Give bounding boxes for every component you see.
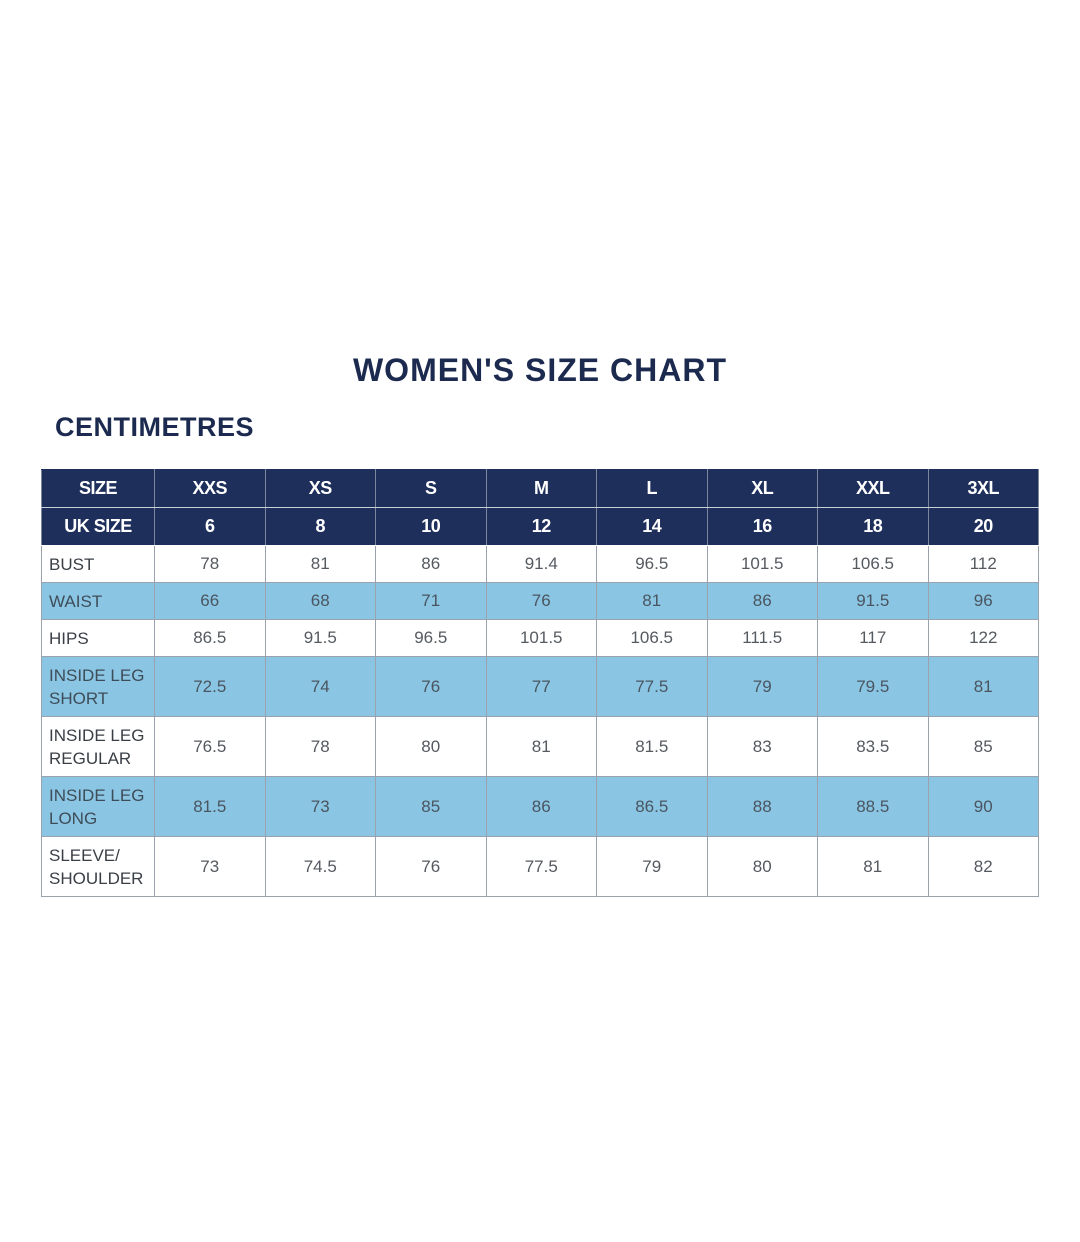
- value-cell: 73: [155, 837, 266, 897]
- value-cell: 76: [486, 583, 597, 620]
- row-label: [42, 777, 155, 837]
- row-label: [42, 717, 155, 777]
- value-cell: 88.5: [818, 777, 929, 837]
- header-uk-cell: 18: [818, 508, 929, 546]
- value-cell: 76.5: [155, 717, 266, 777]
- row-label-line: WAIST: [49, 591, 103, 611]
- value-cell: 80: [376, 717, 487, 777]
- value-cell: 91.4: [486, 546, 597, 583]
- value-cell: 81.5: [597, 717, 708, 777]
- header-size-cell: L: [597, 470, 708, 508]
- size-table: [41, 469, 1039, 897]
- measurement-rows: [42, 546, 1039, 897]
- value-cell: 73: [265, 777, 376, 837]
- table-row: [42, 657, 1039, 717]
- row-label-line: SHORT: [49, 688, 109, 708]
- row-label-line: SHOULDER: [49, 868, 144, 888]
- value-cell: 106.5: [597, 620, 708, 657]
- row-label-line: REGULAR: [49, 748, 132, 768]
- value-cell: 81: [928, 657, 1039, 717]
- header-size-cell: XXL: [818, 470, 929, 508]
- value-cell: 76: [376, 837, 487, 897]
- value-cell: 83: [707, 717, 818, 777]
- value-cell: 74: [265, 657, 376, 717]
- table-row: [42, 583, 1039, 620]
- header-uk-cell: 10: [376, 508, 487, 546]
- value-cell: 78: [265, 717, 376, 777]
- value-cell: 74.5: [265, 837, 376, 897]
- value-cell: 86: [486, 777, 597, 837]
- header-size-cell: S: [376, 470, 487, 508]
- size-header-row: [42, 470, 1039, 508]
- row-label-line: BUST: [49, 554, 95, 574]
- value-cell: 79.5: [818, 657, 929, 717]
- value-cell: 81: [597, 583, 708, 620]
- row-label-line: INSIDE LEG: [49, 725, 145, 745]
- value-cell: 82: [928, 837, 1039, 897]
- row-label: [42, 837, 155, 897]
- value-cell: 79: [597, 837, 708, 897]
- units-heading: CENTIMETRES: [55, 412, 255, 442]
- header-size-cell: XL: [707, 470, 818, 508]
- value-cell: 86.5: [155, 620, 266, 657]
- table-row: [42, 777, 1039, 837]
- value-cell: 91.5: [818, 583, 929, 620]
- row-label-line: INSIDE LEG: [49, 665, 145, 685]
- row-label: [42, 546, 155, 583]
- value-cell: 77.5: [486, 837, 597, 897]
- table-row: [42, 620, 1039, 657]
- header-uk-cell: 14: [597, 508, 708, 546]
- value-cell: 66: [155, 583, 266, 620]
- value-cell: 112: [928, 546, 1039, 583]
- value-cell: 78: [155, 546, 266, 583]
- row-label: [42, 583, 155, 620]
- value-cell: 101.5: [486, 620, 597, 657]
- table-row: [42, 837, 1039, 897]
- value-cell: 86: [376, 546, 487, 583]
- value-cell: 85: [376, 777, 487, 837]
- value-cell: 81: [486, 717, 597, 777]
- value-cell: 111.5: [707, 620, 818, 657]
- uk-size-header-row: [42, 508, 1039, 546]
- value-cell: 81.5: [155, 777, 266, 837]
- value-cell: 77.5: [597, 657, 708, 717]
- value-cell: 96.5: [597, 546, 708, 583]
- value-cell: 81: [818, 837, 929, 897]
- value-cell: 101.5: [707, 546, 818, 583]
- table-row: [42, 546, 1039, 583]
- header-uk-label: UK SIZE: [42, 508, 155, 546]
- row-label-line: HIPS: [49, 628, 89, 648]
- value-cell: 122: [928, 620, 1039, 657]
- value-cell: 86.5: [597, 777, 708, 837]
- header-uk-cell: 16: [707, 508, 818, 546]
- header-size-cell: XS: [265, 470, 376, 508]
- row-label: [42, 657, 155, 717]
- value-cell: 79: [707, 657, 818, 717]
- header-uk-cell: 8: [265, 508, 376, 546]
- header-size-cell: XXS: [155, 470, 266, 508]
- value-cell: 96: [928, 583, 1039, 620]
- table-row: [42, 717, 1039, 777]
- value-cell: 72.5: [155, 657, 266, 717]
- row-label: [42, 620, 155, 657]
- value-cell: 106.5: [818, 546, 929, 583]
- row-label-line: INSIDE LEG: [49, 785, 145, 805]
- value-cell: 71: [376, 583, 487, 620]
- header-size-cell: 3XL: [928, 470, 1039, 508]
- value-cell: 81: [265, 546, 376, 583]
- row-label-line: LONG: [49, 808, 98, 828]
- value-cell: 96.5: [376, 620, 487, 657]
- header-uk-cell: 20: [928, 508, 1039, 546]
- row-label-line: SLEEVE/: [49, 845, 120, 865]
- header-uk-cell: 6: [155, 508, 266, 546]
- value-cell: 91.5: [265, 620, 376, 657]
- value-cell: 76: [376, 657, 487, 717]
- value-cell: 117: [818, 620, 929, 657]
- value-cell: 77: [486, 657, 597, 717]
- value-cell: 86: [707, 583, 818, 620]
- header-uk-cell: 12: [486, 508, 597, 546]
- value-cell: 88: [707, 777, 818, 837]
- header-size-cell: M: [486, 470, 597, 508]
- value-cell: 68: [265, 583, 376, 620]
- value-cell: 85: [928, 717, 1039, 777]
- value-cell: 83.5: [818, 717, 929, 777]
- header-size-label: SIZE: [42, 470, 155, 508]
- page-title: WOMEN'S SIZE CHART: [352, 352, 728, 388]
- value-cell: 80: [707, 837, 818, 897]
- value-cell: 90: [928, 777, 1039, 837]
